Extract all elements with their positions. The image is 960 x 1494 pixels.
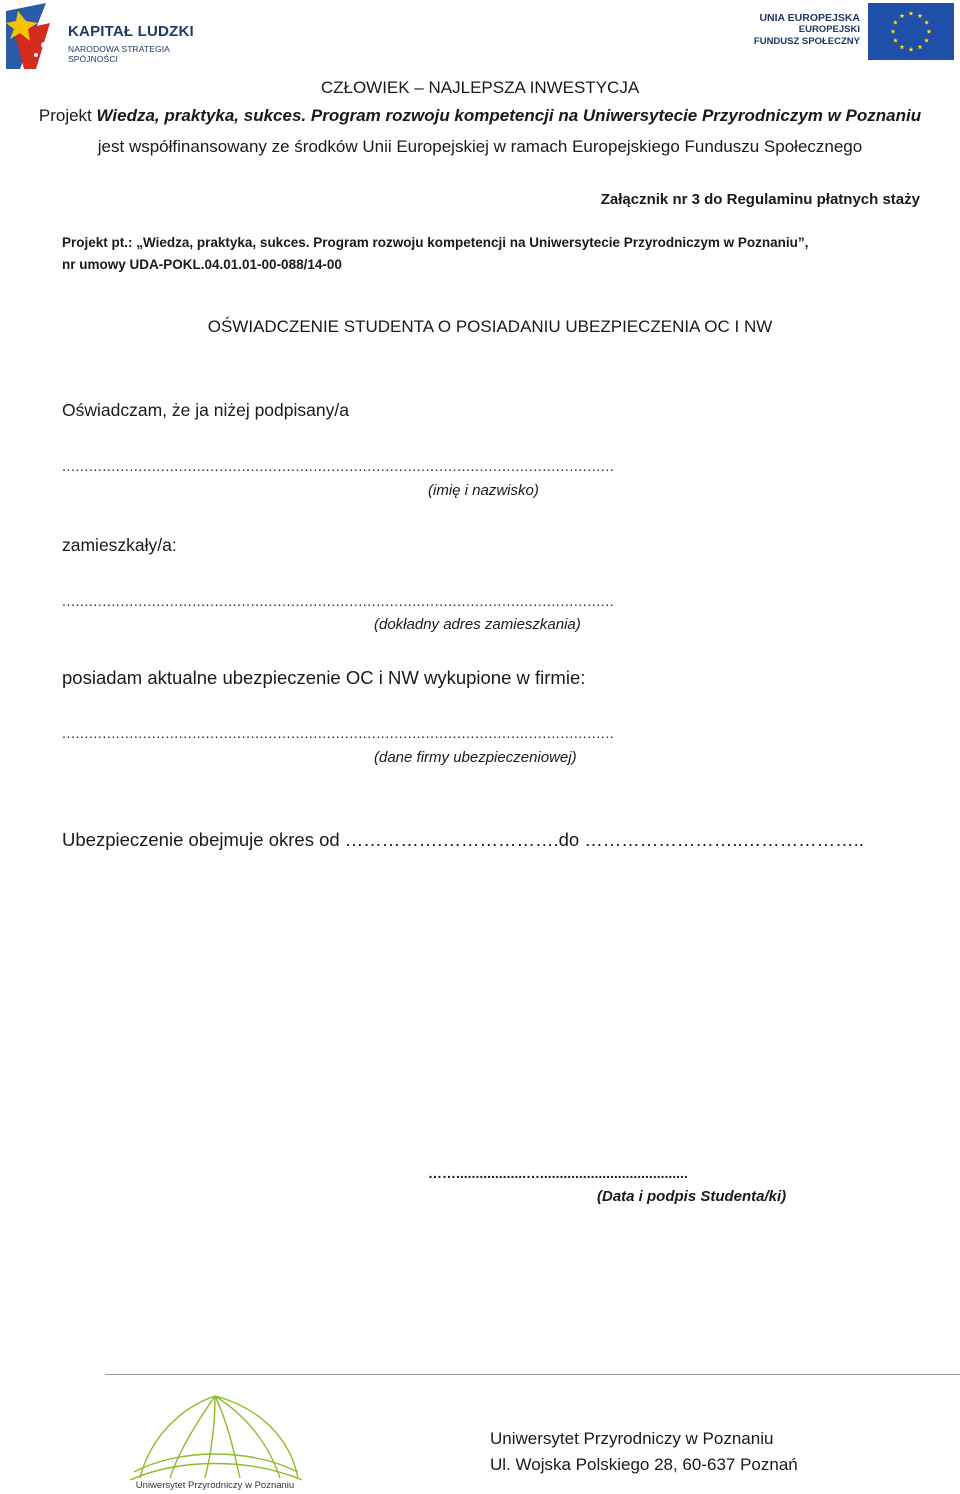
kapital-ludzki-subtitle: NARODOWA STRATEGIA SPÓJNOŚCI [68, 44, 170, 64]
address-caption: (dokładny adres zamieszkania) [374, 616, 581, 633]
signature-caption: (Data i podpis Studenta/ki) [597, 1188, 787, 1205]
kapital-ludzki-title: KAPITAŁ LUDZKI [68, 23, 194, 40]
residence-label: zamieszkały/a: [62, 535, 177, 555]
eu-line-2: EUROPEJSKI [798, 24, 860, 35]
eu-logo-text [710, 12, 860, 48]
university-logo-icon [120, 1388, 310, 1494]
company-dotted-line: ........................................................................................................................... [62, 725, 615, 741]
footer-divider [105, 1374, 960, 1375]
eu-line-3: FUNDUSZ SPOŁECZNY [753, 36, 860, 47]
university-logo-text: Uniwersytet Przyrodniczy w Poznaniu [135, 1480, 295, 1491]
footer-address: Ul. Wojska Polskiego 28, 60-637 Poznań [490, 1455, 798, 1474]
eu-flag-icon [868, 3, 954, 60]
eu-line-1: UNIA EUROPEJSKA [759, 12, 860, 24]
project-name: Wiedza, praktyka, sukces. Program rozwoju kompetencji na Uniwersytecie Przyrodniczym w Poznaniu [96, 106, 922, 125]
insurance-statement: posiadam aktualne ubezpieczenie OC i NW wykupione w firmie: [62, 667, 586, 688]
footer-university-name: Uniwersytet Przyrodniczy w Poznaniu [490, 1429, 774, 1448]
document-title: OŚWIADCZENIE STUDENTA O POSIADANIU UBEZPIECZENIA OC I NW [207, 317, 773, 336]
statement-intro: Oświadczam, że ja niżej podpisany/a [62, 400, 349, 420]
project-reference: Projekt pt.: „Wiedza, praktyka, sukces. Program rozwoju kompetencji na Uniwersytecie Przyrodniczym w Poznaniu”, [62, 235, 809, 250]
kapital-ludzki-logo [6, 3, 216, 69]
attachment-label: Załącznik nr 3 do Regulaminu płatnych staży [600, 191, 920, 208]
project-line [0, 106, 960, 126]
slogan: CZŁOWIEK – NAJLEPSZA INWESTYCJA [320, 78, 640, 97]
insurance-period: Ubezpieczenie obejmuje okres od …………….……………….do ……………………..……………….. [62, 829, 864, 850]
name-dotted-line: ........................................................................................................................... [62, 458, 615, 474]
contract-number: nr umowy UDA-POKL.04.01.01-00-088/14-00 [62, 257, 342, 272]
cofinancing-line: jest współfinansowany ze środków Unii Europejskiej w ramach Europejskiego Funduszu Społecznego [97, 137, 863, 156]
name-caption: (imię i nazwisko) [428, 482, 539, 499]
project-prefix: Projekt [38, 106, 97, 125]
signature-dotted-line: ……..................…...................................... [428, 1165, 688, 1181]
address-dotted-line: ........................................................................................................................... [62, 593, 615, 609]
kapital-ludzki-emblem-icon [6, 3, 58, 69]
company-caption: (dane firmy ubezpieczeniowej) [374, 749, 577, 766]
